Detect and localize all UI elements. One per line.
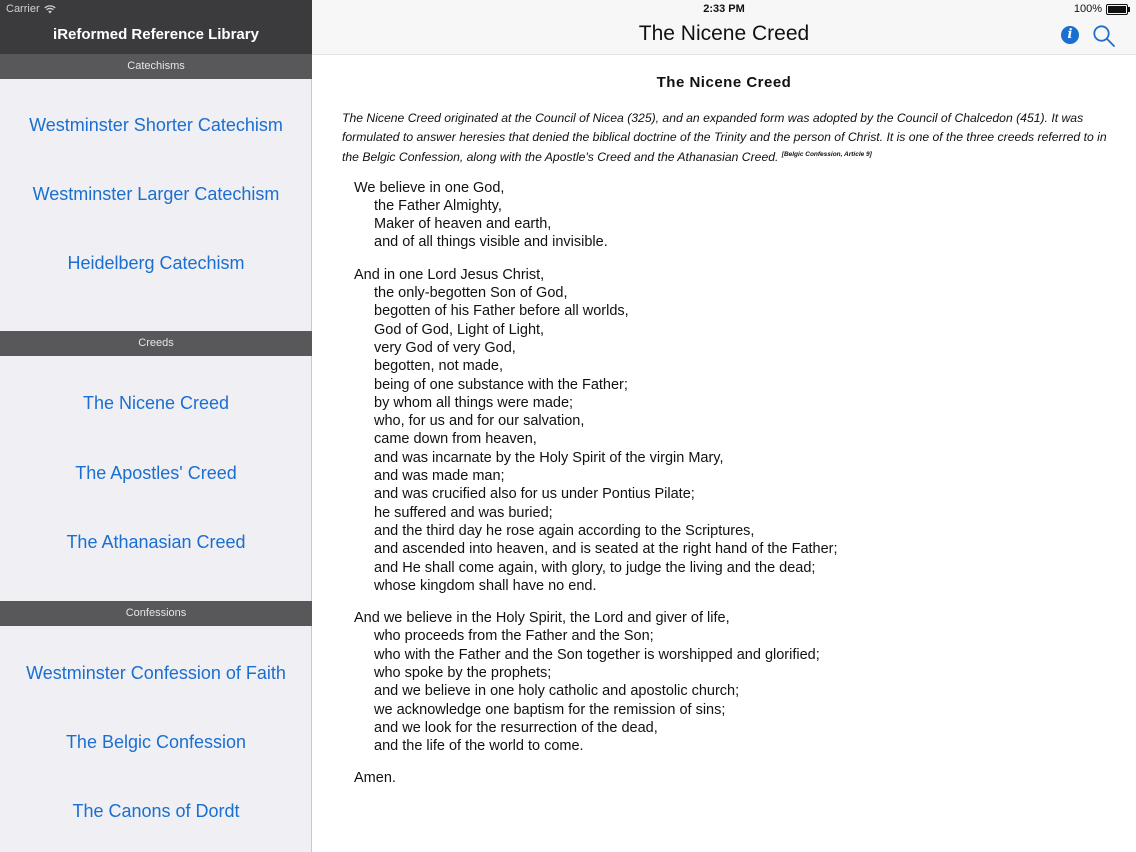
creed-line: by whom all things were made; <box>374 394 574 411</box>
creed-line: We believe in one God, <box>354 179 505 196</box>
creed-line: and was incarnate by the Holy Spirit of the virgin Mary, <box>374 449 724 466</box>
status-carrier <box>6 3 56 15</box>
creed-line: and He shall come again, with glory, to judge the living and the dead; <box>374 559 816 576</box>
document-intro <box>342 109 1107 167</box>
creed-text <box>342 179 1107 788</box>
creed-line: who spoke by the prophets; <box>374 664 552 681</box>
nav-title: The Nicene Creed <box>638 22 810 45</box>
navbar <box>312 0 1136 55</box>
creed-line: the only-begotten Son of God, <box>374 285 568 302</box>
creed-line: Maker of heaven and earth, <box>374 216 552 233</box>
sidebar-item-westminster-larger-catechism[interactable]: Westminster Larger Catechism <box>32 184 280 204</box>
intro-reference: [Belgic Confession, Article 9] <box>781 151 872 158</box>
sidebar <box>0 0 312 852</box>
section-header-catechisms: Catechisms <box>0 54 312 79</box>
status-battery <box>1074 3 1128 15</box>
main-content <box>312 0 1136 852</box>
creed-line: and we look for the resurrection of the dead, <box>374 719 658 736</box>
creed-line: came down from heaven, <box>374 431 537 448</box>
info-icon[interactable]: i <box>1061 26 1079 44</box>
creed-line: begotten of his Father before all worlds, <box>374 303 629 320</box>
creed-line: begotten, not made, <box>374 358 503 375</box>
creed-line: and was crucified also for us under Pontius Pilate; <box>374 486 695 503</box>
section-header-creeds: Creeds <box>0 331 312 356</box>
creed-line: very God of very God, <box>374 339 516 356</box>
sidebar-item-nicene-creed[interactable]: The Nicene Creed <box>82 393 230 413</box>
creed-stanza <box>354 769 1107 787</box>
search-icon[interactable] <box>1092 24 1116 48</box>
intro-text: The Nicene Creed originated at the Council of Nicea (325), and an expanded form was adopted by the Council of Chalcedon (451). It was formulated to answer heresies that denied the biblical doctrine of the Trinity and the person of Christ. It is one of the three creeds referred to in the Belgic Confession, along with the Apostle's Creed and the Athanasian Creed. <box>342 111 1107 165</box>
sidebar-item-westminster-confession[interactable]: Westminster Confession of Faith <box>26 663 286 683</box>
sidebar-item-westminster-shorter-catechism[interactable]: Westminster Shorter Catechism <box>29 115 283 135</box>
sidebar-item-athanasian-creed[interactable]: The Athanasian Creed <box>66 532 246 552</box>
sidebar-item-canons-of-dordt[interactable]: The Canons of Dordt <box>72 801 240 821</box>
creed-stanza <box>354 609 1107 755</box>
wifi-icon <box>44 5 56 14</box>
document-title: The Nicene Creed <box>656 74 792 91</box>
creed-line: he suffered and was buried; <box>374 504 553 521</box>
creed-line: and the third day he rose again according to the Scriptures, <box>374 522 755 539</box>
creed-line: God of God, Light of Light, <box>374 321 545 338</box>
carrier-label: Carrier <box>6 3 40 15</box>
status-time: 2:33 PM <box>703 3 745 15</box>
creed-line: whose kingdom shall have no end. <box>374 577 597 594</box>
sidebar-item-belgic-confession[interactable]: The Belgic Confession <box>65 732 247 752</box>
creed-line: who proceeds from the Father and the Son; <box>374 628 654 645</box>
battery-percent: 100% <box>1073 3 1102 15</box>
creed-line: and the life of the world to come. <box>374 738 584 755</box>
document-body <box>342 74 1107 802</box>
section-header-confessions: Confessions <box>0 601 312 626</box>
app-title: iReformed Reference Library <box>53 26 259 43</box>
creed-stanza <box>354 179 1107 252</box>
creed-line: and was made man; <box>374 468 505 485</box>
creed-line: being of one substance with the Father; <box>374 376 628 393</box>
creed-line: And we believe in the Holy Spirit, the Lord and giver of life, <box>354 610 730 627</box>
creed-line: who, for us and for our salvation, <box>374 413 585 430</box>
creed-line: and we believe in one holy catholic and apostolic church; <box>374 683 740 700</box>
creed-line: and ascended into heaven, and is seated at the right hand of the Father; <box>374 541 838 558</box>
creed-line: And in one Lord Jesus Christ, <box>354 266 545 283</box>
sidebar-item-apostles-creed[interactable]: The Apostles' Creed <box>75 463 237 483</box>
sidebar-item-heidelberg-catechism[interactable]: Heidelberg Catechism <box>67 253 245 273</box>
sidebar-header <box>0 0 312 54</box>
creed-stanza <box>354 266 1107 595</box>
creed-line: who with the Father and the Son together is worshipped and glorified; <box>374 646 820 663</box>
creed-line: and of all things visible and invisible. <box>374 234 608 251</box>
creed-line: the Father Almighty, <box>374 197 502 214</box>
creed-line: Amen. <box>354 770 396 787</box>
battery-icon <box>1106 4 1128 15</box>
creed-line: we acknowledge one baptism for the remission of sins; <box>374 701 726 718</box>
